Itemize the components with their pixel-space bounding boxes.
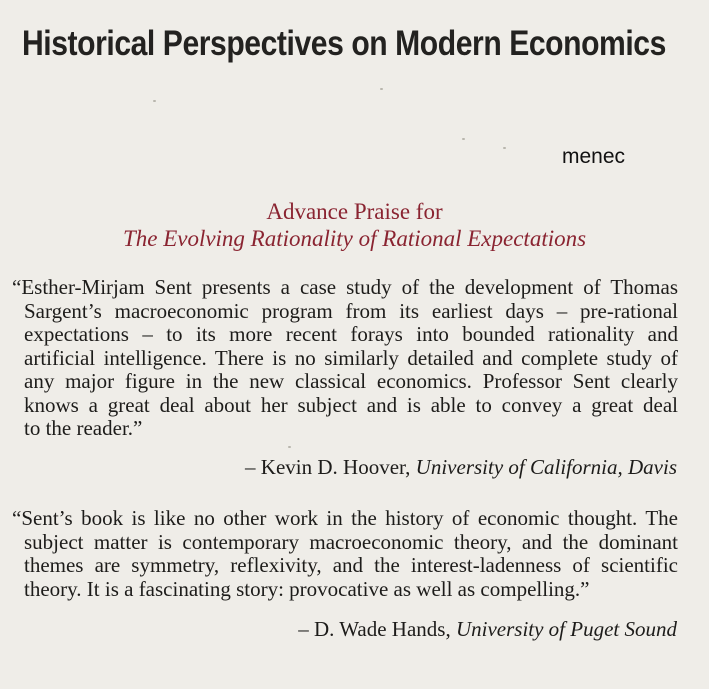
paper-speck bbox=[153, 100, 156, 102]
attribution-institution: University of Puget Sound bbox=[455, 617, 677, 641]
quote-line: artificial intelligence. There is no similarly detailed and complete study of bbox=[24, 345, 678, 370]
paper-speck bbox=[288, 446, 291, 448]
quote-line: Sargent’s macroeconomic program from its earliest days – pre-rational bbox=[24, 298, 678, 323]
quote-hoover bbox=[12, 276, 678, 441]
quote-line: expectations – to its more recent forays into bounded rationality and bbox=[24, 322, 678, 346]
paper-speck bbox=[380, 88, 383, 90]
quote-line: theory. It is a fascinating story: provocative as well as compelling.” bbox=[24, 576, 590, 601]
attribution-hands bbox=[298, 617, 677, 641]
quote-hands bbox=[12, 507, 678, 601]
attribution-author: – D. Wade Hands, bbox=[298, 617, 451, 641]
quote-line: subject matter is contemporary macroeconomic theory, and the dominant bbox=[24, 529, 678, 554]
series-title: Historical Perspectives on Modern Economics bbox=[22, 24, 666, 63]
attribution-hoover bbox=[245, 455, 677, 479]
quote-line: to the reader.” bbox=[24, 416, 143, 440]
paper-speck bbox=[503, 147, 506, 149]
library-stamp: menec bbox=[562, 145, 626, 168]
paper-speck bbox=[462, 138, 465, 140]
praise-book-title: The Evolving Rationality of Rational Expectations bbox=[122, 226, 587, 251]
quote-line: themes are symmetry, reflexivity, and the interest-ladenness of scientific bbox=[24, 553, 678, 577]
praise-heading: Advance Praise for bbox=[266, 199, 443, 224]
quote-line: knows a great deal about her subject and is able to convey a great deal bbox=[24, 392, 678, 417]
attribution-author: – Kevin D. Hoover, bbox=[245, 455, 411, 479]
quote-line: any major figure in the new classical economics. Professor Sent clearly bbox=[24, 369, 678, 393]
quote-line: “Sent’s book is like no other work in the history of economic thought. The bbox=[12, 506, 678, 530]
attribution-institution: University of California, Davis bbox=[415, 455, 677, 479]
quote-line: “Esther-Mirjam Sent presents a case study of the development of Thomas bbox=[12, 275, 678, 299]
